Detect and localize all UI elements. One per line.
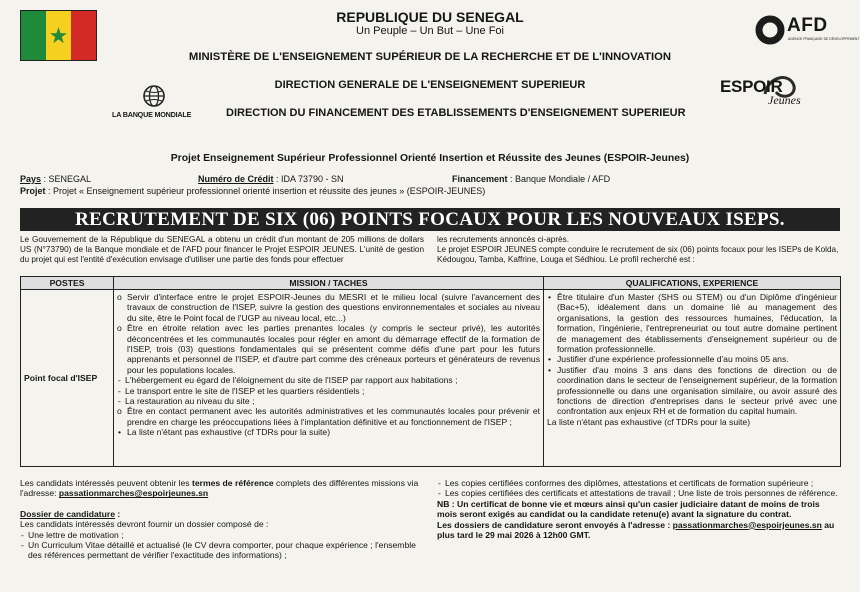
qualification-item: • Être titulaire d'un Master (SHS ou STEM) ou d'un Diplôme d'ingénieur (Bac+5), idéalement dans un domaine lié au management des organisations, la gestion des ressources humaines, l'éducation, la formation, l'ingénierie, l'entrepreneuriat ou tout autre domaine pertinent de management des établissements d'enseignement supérieur ou de formation professionnelle. [547,292,837,354]
mission-subitem: - Le transport entre le site de l'ISEP et les quartiers résidentiels ; [117,386,540,396]
world-bank-label: LA BANQUE MONDIALE [112,110,192,119]
afd-sublabel: AGENCE FRANÇAISE DE DÉVELOPPEMENT [788,37,860,41]
table-row [21,290,841,467]
espoir-jeunes-logo [720,68,808,114]
qualification-item: • Justifier d'au moins 3 ans dans des fonctions de direction ou de coordination dans le secteur de l'enseignement supérieur, de la formation professionnelle ou dans une organisation similaire, ou avoir assuré des fonctions de direction d'entreprises dans le secteur privé avec une confrontation aux enjeux RH et de formation du capital humain. [547,365,837,417]
mission-subitem: - La restauration au niveau du site ; [117,396,540,406]
mission-note: • La liste n'étant pas exhaustive (cf TDRs pour la suite) [117,427,540,437]
projet-value: : Projet « Enseignement supérieur professionnel orienté insertion et réussite des jeunes » (ESPOIR-JEUNES) [45,186,486,196]
missions-cell [114,290,544,467]
deadline-text: au plus tard le 29 mai 2026 à 12h00 GMT. [437,519,835,541]
pays-label: Pays [20,174,42,184]
afd-label: AFD [787,15,828,36]
recruitment-banner: RECRUTEMENT DE SIX (06) POINTS FOCAUX POUR LES NOUVEAUX ISEPS. [20,208,840,231]
mission-item: o Être en contact permanent avec les autorités administratives et les communautés locales pour prévenir et prendre en charge les préoccupations liées à l'implantation définitive et au fonctionnement de l'ISEP ; [117,406,540,427]
intro-right-first: les recrutements annoncés ci-après. [437,235,569,244]
espoir-sublabel: Jeunes [768,93,801,107]
intro-right-second: Le projet ESPOIR JEUNES compte conduire le recrutement de six (06) points focaux pour les ISEPs de Kolda, Kédougou, Tamba, Kaffrine, Louga et Sédhiou. Le profil recherché est : [437,245,839,265]
pays-line [20,174,91,185]
tdr-text-a: Les candidats intéressés peuvent obtenir les [20,478,192,488]
envoi-paragraph [437,520,841,541]
financement-value: : Banque Mondiale / AFD [507,174,611,184]
dossier-intro: Les candidats intéressés devront fournir un dossier composé de : [20,519,269,530]
envoi-text: Les dossiers de candidature seront envoyés à l'adresse : [437,519,673,530]
world-bank-logo [112,84,224,120]
credit-line [198,174,344,185]
ministry-title: MINISTÈRE DE L'ENSEIGNEMENT SUPÉRIEUR DE LA RECHERCHE ET DE L'INNOVATION [188,51,672,63]
financement-label: Financement [452,174,508,184]
nb-paragraph: NB : Un certificat de bonne vie et mœurs ainsi qu'un casier judiciaire datant de moins de trois mois seront exigés au candidat ou la candidate retenu(e) avant la signature du contrat. [437,498,820,520]
dossier-title: Dossier de candidature [20,508,116,519]
qualifications-cell [544,290,841,467]
dossier-item: - Une lettre de motivation ; [20,530,424,540]
recruitment-table [20,276,841,467]
intro-right [437,235,841,266]
tdr-paragraph [20,478,424,499]
afd-logo [754,14,860,48]
direction-generale-title: DIRECTION GENERALE DE L'ENSEIGNEMENT SUPERIEUR [274,79,586,91]
footer-left [20,478,424,561]
dossier-item: - Un Curriculum Vitae détaillé et actualisé (le CV devra comporter, pour chaque expérience ; l'ensemble des références permettant de vérifier l'exactitude des informations) ; [20,540,424,561]
dossier-heading [20,509,424,519]
mission-item: o Être en étroite relation avec les parties prenantes locales (y compris le secteur privé), les autorités déconcentrées et les communautés locales pour régler en amont du démarrage effectif de la formation de l'ISEP, trois (03) questions fondamentales qui se présentent comme défis d'une part pour les futurs apprenants et personnel de l'ISEP, et d'autre part comme des créneaux porteurs et générateurs de revenus pour les populations locales. [117,323,540,375]
table-header-row [21,277,841,290]
national-motto: Un Peuple – Un But – Une Foi [356,25,504,37]
financement-line [452,174,610,185]
credit-value: : IDA 73790 - SN [273,174,344,184]
globe-icon [142,84,166,108]
star-icon: ★ [48,22,69,48]
qualification-note: La liste n'étant pas exhaustive (cf TDRs pour la suite) [547,416,751,427]
direction-financement-title: DIRECTION DU FINANCEMENT DES ETABLISSEMENTS D'ENSEIGNEMENT SUPERIEUR [226,107,686,119]
tdr-text-c: complets des différentes missions via l'adresse: [20,478,419,499]
projet-label: Projet [20,186,46,196]
afd-circle-icon [754,14,786,46]
dossier-item: - Les copies certifiées des certificats et attestations de travail ; Une liste de trois personnes de référence. [437,488,841,498]
header-postes: POSTES [21,277,114,290]
poste-cell: Point focal d'ISEP [21,290,114,467]
tdr-email-link[interactable]: passationmarches@espoirjeunes.sn [58,488,209,499]
republic-title: REPUBLIQUE DU SENEGAL [336,9,524,25]
envoi-email-link[interactable]: passationmarches@espoirjeunes.sn [672,519,822,530]
dossier-colon: : [115,508,121,519]
mission-item: o Servir d'interface entre le projet ESPOIR-Jeunes du MESRI et le milieu local (suivre l'avancement des travaux de construction de l'ISEP, suivre la gestion des questions environnementales et sociales au niveau du site, être le Point focal de l'UGP au niveau local, etc...) [117,292,540,323]
credit-label: Numéro de Crédit [198,174,274,184]
espoir-label: ESPOIR [720,77,783,96]
intro-left: Le Gouvernement de la République du SENEGAL a obtenu un crédit d'un montant de 205 millions de dollars US (N°73790) de la Banque mondiale et de l'AFD pour financer le Projet ESPOIR JEUNES. L'unité de gestion du projet qui est l'entité d'exécution envisage d'utiliser une partie des fonds pour effectuer [20,235,424,265]
mission-subitem: - L'hébergement eu égard de l'éloignement du site de l'ISEP par rapport aux habitations ; [117,375,540,385]
footer-right [437,478,841,540]
dossier-item: - Les copies certifiées conformes des diplômes, attestations et certificats de formation supérieure ; [437,478,841,488]
projet-line [20,186,485,197]
tdr-text-b: termes de référence [191,478,274,488]
project-title: Projet Enseignement Supérieur Professionnel Orienté Insertion et Réussite des Jeunes (ESPOIR-Jeunes) [170,153,690,164]
header-qualifications: QUALIFICATIONS, EXPERIENCE [544,277,841,290]
qualification-item: • Justifier d'une expérience professionnelle d'au moins 05 ans. [547,354,837,364]
header-missions: MISSION / TACHES [114,277,544,290]
pays-value: : SENEGAL [41,174,92,184]
